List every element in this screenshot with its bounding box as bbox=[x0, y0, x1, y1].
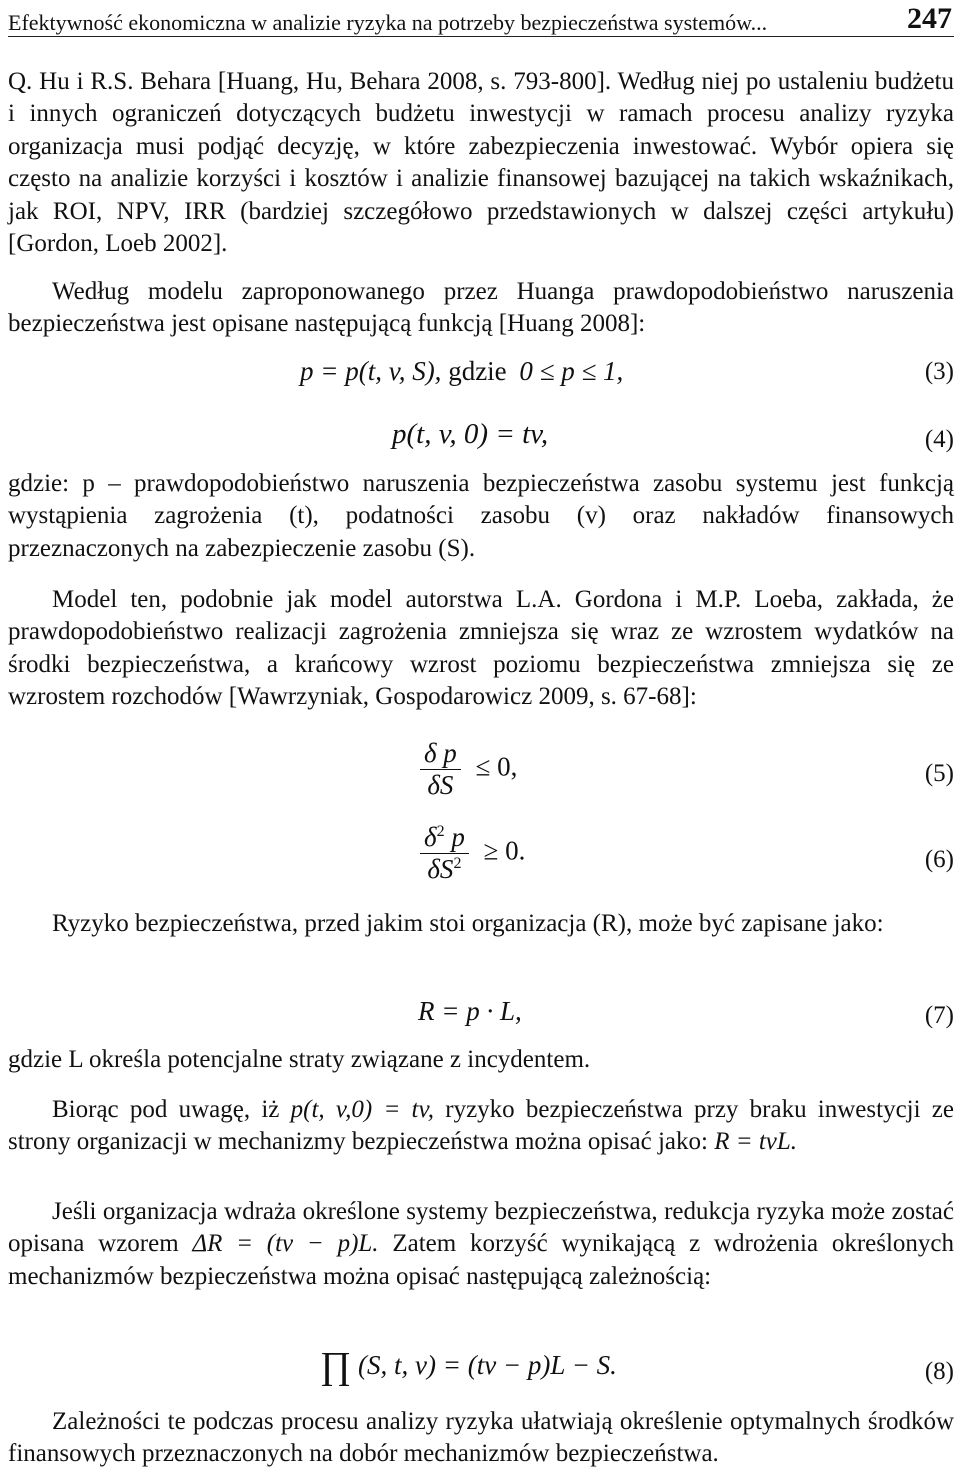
equation-8 bbox=[8, 1344, 954, 1400]
paragraph-6 bbox=[8, 1044, 954, 1076]
equation-number: (4) bbox=[924, 426, 954, 453]
paragraph-5 bbox=[8, 908, 954, 940]
paragraph-text: Zależności te podczas procesu analizy ryzyka ułatwiają określenie optymalnych środków finansowych przeznaczonych na dobór mechanizmów bezpieczeństwa. bbox=[8, 1408, 954, 1468]
paragraph-3 bbox=[8, 468, 954, 565]
equation-6-relation: ≥ 0. bbox=[483, 835, 526, 866]
equation-5-denominator: δS bbox=[427, 770, 454, 800]
equation-5-fraction bbox=[420, 738, 461, 801]
equation-7-expr: R = p · L, bbox=[418, 996, 522, 1026]
equation-6-fraction bbox=[420, 822, 469, 885]
equation-4 bbox=[8, 418, 954, 474]
running-header bbox=[8, 2, 954, 37]
equation-5-numerator: δ p bbox=[424, 738, 457, 768]
page-number: 247 bbox=[907, 2, 952, 35]
paragraph-text: Według modelu zaproponowanego przez Huanga prawdopodobieństwo naruszenia bezpieczeństwa jest opisane następującą funkcją [Huang 2008]: bbox=[8, 278, 954, 338]
paragraph-text: Ryzyko bezpieczeństwa, przed jakim stoi organizacja (R), może być zapisane jako: bbox=[52, 910, 884, 937]
paragraph-7 bbox=[8, 1094, 954, 1159]
equation-3-word: gdzie bbox=[448, 356, 507, 386]
paragraph-text: gdzie L określa potencjalne straty związane z incydentem. bbox=[8, 1046, 591, 1073]
equation-number: (3) bbox=[924, 358, 954, 385]
equation-4-expr: p(t, v, 0) = tv, bbox=[392, 418, 549, 450]
paragraph-9 bbox=[8, 1406, 954, 1471]
paragraph-1 bbox=[8, 66, 954, 260]
equation-number: (8) bbox=[924, 1358, 954, 1385]
paragraph-text: Biorąc pod uwagę, iż p(t, v,0) = tv, ryzyko bezpieczeństwa przy braku inwestycji ze strony organizacji w mechanizmy bezpieczeństwa można opisać jako: R = tvL. bbox=[8, 1096, 954, 1156]
paragraph-2 bbox=[8, 276, 954, 341]
inline-equation: R = tvL. bbox=[714, 1128, 798, 1156]
equation-5-relation: ≤ 0, bbox=[475, 751, 518, 782]
equation-number: (6) bbox=[924, 846, 954, 873]
equation-8-expr: (S, t, v) = (tv − p)L − S. bbox=[358, 1350, 617, 1380]
running-title: Efektywność ekonomiczna w analizie ryzyka na potrzeby bezpieczeństwa systemów... bbox=[8, 10, 768, 35]
equation-3 bbox=[8, 356, 954, 412]
paragraph-8 bbox=[8, 1196, 954, 1293]
paragraph-text: Model ten, podobnie jak model autorstwa L.A. Gordona i M.P. Loeba, zakłada, że prawdopodobieństwo realizacji zagrożenia zmniejsza się wraz ze wzrostem wydatków na środki bezpieczeństwa, a krańcowy wzrost poziomu bezpieczeństwa zmniejsza się ze wzrostem rozchodów [Wawrzyniak, Gospodarowicz 2009, s. 67-68]: bbox=[8, 586, 954, 711]
paragraph-text: gdzie: p – prawdopodobieństwo naruszenia bezpieczeństwa zasobu systemu jest funkcją wystąpienia zagrożenia (t), podatności zasobu (v) oraz nakładów finansowych przeznaczonych na zabezpieczenie zasobu (S). bbox=[8, 470, 954, 562]
inline-equation: p(t, v,0) = tv, bbox=[290, 1096, 434, 1123]
equation-5 bbox=[8, 738, 954, 808]
paragraph-4 bbox=[8, 584, 954, 714]
equation-6 bbox=[8, 822, 954, 898]
equation-number: (7) bbox=[924, 1002, 954, 1029]
inline-equation: ΔR = (tv − p)L. bbox=[192, 1230, 379, 1258]
equation-6-denominator: $\delta S^2$ bbox=[427, 854, 462, 884]
product-symbol: ∏ bbox=[320, 1345, 352, 1387]
paragraph-text: Q. Hu i R.S. Behara [Huang, Hu, Behara 2008, s. 793-800]. Według niej po ustaleniu budżetu i innych ograniczeń dotyczących budżetu inwestycji w ramach procesu analizy ryzyka organizacja musi podjąć decyzję, w które zabezpieczenia inwestować. Wybór opiera się często na analizie korzyści i kosztów i analizie finansowej bazującej na takich wskaźnikach, jak ROI, NPV, IRR (bardziej szczegółowo przedstawionych w dalszej części artykułu) [Gordon, Loeb 2002]. bbox=[8, 68, 954, 258]
equation-3-lhs: p = p(t, v, S), bbox=[300, 356, 442, 386]
equation-6-numerator: $\delta^2$ p bbox=[424, 822, 465, 852]
equation-3-condition: 0 ≤ p ≤ 1, bbox=[519, 356, 624, 386]
paragraph-text: Jeśli organizacja wdraża określone systemy bezpieczeństwa, redukcja ryzyka może zostać opisana wzorem ΔR = (tv − p)L. Zatem korzyść wynikającą z wdrożenia określonych mechanizmów bezpieczeństwa można opisać następującą zależnością: bbox=[8, 1198, 955, 1290]
equation-number: (5) bbox=[924, 760, 954, 787]
